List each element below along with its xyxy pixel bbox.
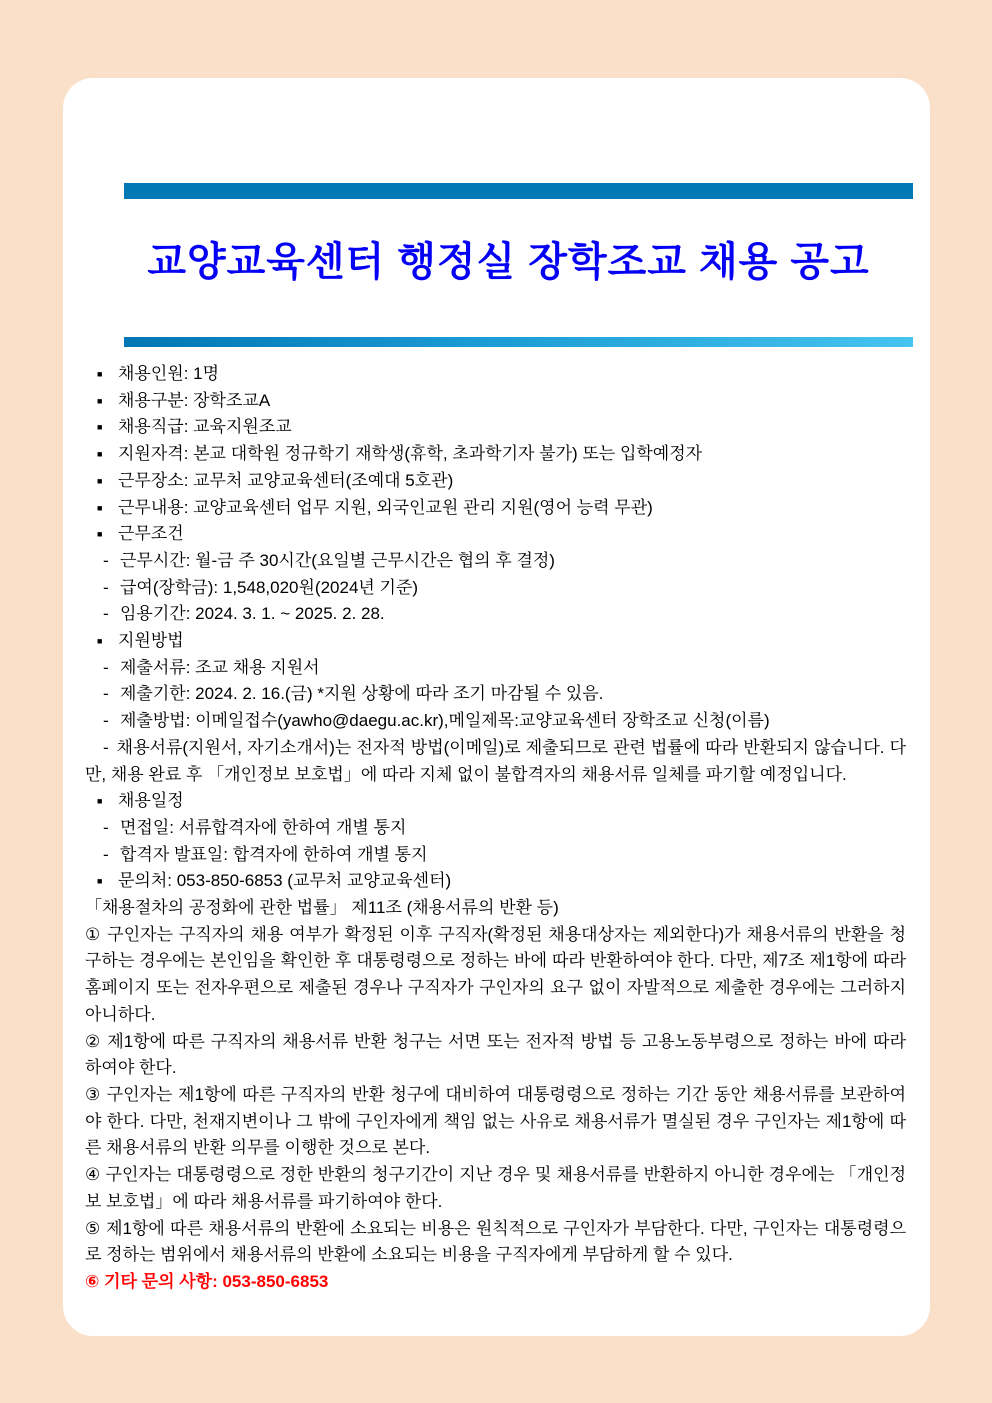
dash-marker: - bbox=[103, 550, 109, 570]
list-item bbox=[85, 521, 906, 548]
square-bullet-icon: ■ bbox=[97, 502, 103, 513]
sub-list-item-text: 근무시간: 월-금 주 30시간(요일별 근무시간은 협의 후 결정) bbox=[120, 550, 555, 570]
sub-list-item bbox=[85, 601, 906, 628]
list-item bbox=[85, 361, 906, 388]
dash-marker: - bbox=[103, 711, 109, 731]
contact-highlight: ⑥ 기타 문의 사항: 053-850-6853 bbox=[85, 1271, 329, 1291]
sub-list-item-text: 급여(장학금): 1,548,020원(2024년 기준) bbox=[120, 577, 419, 597]
list-item bbox=[85, 495, 906, 522]
paragraph-text: 채용서류(지원서, 자기소개서)는 전자적 방법(이메일)로 제출되므로 관련 법률에 따라 반환되지 않습니다. 다만, 채용 완료 후 「개인정보 보호법」에 따라 지체 없이 불합격자의 채용서류 일체를 파기할 예정입니다. bbox=[85, 737, 906, 784]
dash-marker: - bbox=[103, 817, 109, 837]
sub-list-item-text: 제출방법: 이메일접수(yawho@daegu.ac.kr),메일제목:교양교육센터 장학조교 신청(이름) bbox=[120, 711, 770, 731]
page-title: 교양교육센터 행정실 장학조교 채용 공고 bbox=[147, 240, 870, 284]
sub-list-item-text: 임용기간: 2024. 3. 1. ~ 2025. 2. 28. bbox=[120, 604, 385, 624]
dash-marker: - bbox=[103, 577, 109, 597]
sub-list-item bbox=[85, 575, 906, 602]
list-item-text: 채용인원: 1명 bbox=[118, 364, 220, 383]
list-item bbox=[85, 628, 906, 655]
square-bullet-icon: ■ bbox=[97, 475, 103, 486]
list-item-text: 근무조건 bbox=[118, 524, 184, 544]
sub-list-item bbox=[85, 708, 906, 735]
list-item bbox=[85, 441, 906, 468]
legal-paragraph: ① 구인자는 구직자의 채용 여부가 확정된 이후 구직자(확정된 채용대상자는 제외한다)가 채용서류의 반환을 청구하는 경우에는 본인임을 확인한 후 대통령령으로 정하는 바에 따라 반환하여야 한다. 다만, 제7조 제1항에 따라 홈페이지 또는 전자우편으로 제출된 경우나 구직자가 구인자의 요구 없이 자발적으로 제출한 경우에는 그러하지 아니하다. bbox=[85, 924, 906, 1024]
dash-marker: - bbox=[103, 657, 109, 677]
list-item-text: 문의처: 053-850-6853 (교무처 교양교육센터) bbox=[118, 871, 452, 891]
list-item-text: 근무장소: 교무처 교양교육센터(조예대 5호관) bbox=[118, 470, 454, 490]
title-underline-bar bbox=[124, 337, 913, 347]
legal-paragraph: ③ 구인자는 제1항에 따른 구직자의 반환 청구에 대비하여 대통령령으로 정하는 기간 동안 채용서류를 보관하여야 한다. 다만, 천재지변이나 그 밖에 구인자에게 책임 없는 사유로 채용서류가 멸실된 경우 구인자는 제1항에 따른 채용서류의 반환 의무를 이행한 것으로 본다. bbox=[85, 1084, 906, 1158]
sub-list-item-text: 제출서류: 조교 채용 지원서 bbox=[120, 657, 320, 677]
square-bullet-icon: ■ bbox=[97, 422, 103, 433]
sub-list-item bbox=[85, 815, 906, 842]
legal-paragraph: ② 제1항에 따른 구직자의 채용서류 반환 청구는 서면 또는 전자적 방법 등 고용노동부령으로 정하는 바에 따라 하여야 한다. bbox=[85, 1031, 906, 1078]
list-item-text: 근무내용: 교양교육센터 업무 지원, 외국인교원 관리 지원(영어 능력 무관) bbox=[118, 497, 653, 517]
list-item-text: 채용구분: 장학조교A bbox=[118, 390, 271, 410]
list-item bbox=[85, 868, 906, 895]
square-bullet-icon: ■ bbox=[97, 876, 103, 887]
sub-list-item bbox=[85, 681, 906, 708]
sub-list-item bbox=[85, 842, 906, 869]
square-bullet-icon: ■ bbox=[97, 395, 103, 406]
sub-list-item-text: 면접일: 서류합격자에 한하여 개별 통지 bbox=[120, 817, 407, 837]
list-item bbox=[85, 468, 906, 495]
legal-paragraph: ④ 구인자는 대통령령으로 정한 반환의 청구기간이 지난 경우 및 채용서류를 반환하지 아니한 경우에는 「개인정보 보호법」에 따라 채용서류를 파기하여야 한다. bbox=[85, 1165, 906, 1211]
notice-body bbox=[85, 361, 906, 1296]
square-bullet-icon: ■ bbox=[97, 529, 103, 540]
notice-card bbox=[63, 78, 930, 1336]
list-item bbox=[85, 414, 906, 441]
paragraph bbox=[85, 735, 906, 788]
square-bullet-icon: ■ bbox=[97, 449, 103, 460]
legal-title: 「채용절차의 공정화에 관한 법률」 제11조 (채용서류의 반환 등) bbox=[85, 898, 559, 918]
sub-list-item-text: 제출기한: 2024. 2. 16.(금) *지원 상황에 따라 조기 마감될 수 있음. bbox=[120, 684, 604, 704]
dash-marker: - bbox=[103, 684, 109, 704]
sub-list-item bbox=[85, 655, 906, 682]
square-bullet-icon: ■ bbox=[97, 369, 103, 379]
dash-marker: - bbox=[103, 604, 109, 624]
top-accent-bar bbox=[124, 183, 913, 199]
list-item-text: 채용직급: 교육지원조교 bbox=[118, 417, 292, 437]
list-item-text: 지원자격: 본교 대학원 정규학기 재학생(휴학, 초과학기자 불가) 또는 입학예정자 bbox=[118, 444, 703, 464]
square-bullet-icon: ■ bbox=[97, 796, 103, 807]
dash-marker: - bbox=[103, 844, 109, 864]
list-item-text: 채용일정 bbox=[118, 791, 184, 811]
list-item bbox=[85, 388, 906, 415]
dash-marker: - bbox=[103, 737, 109, 757]
list-item-text: 지원방법 bbox=[118, 631, 184, 651]
sub-list-item bbox=[85, 548, 906, 575]
legal-paragraph: ⑤ 제1항에 따른 채용서류의 반환에 소요되는 비용은 원칙적으로 구인자가 부담한다. 다만, 구인자는 대통령령으로 정하는 범위에서 채용서류의 반환에 소요되는 비용을 구직자에게 부담하게 할 수 있다. bbox=[85, 1218, 906, 1265]
square-bullet-icon: ■ bbox=[97, 636, 103, 647]
list-item bbox=[85, 788, 906, 815]
sub-list-item-text: 합격자 발표일: 합격자에 한하여 개별 통지 bbox=[120, 844, 428, 864]
